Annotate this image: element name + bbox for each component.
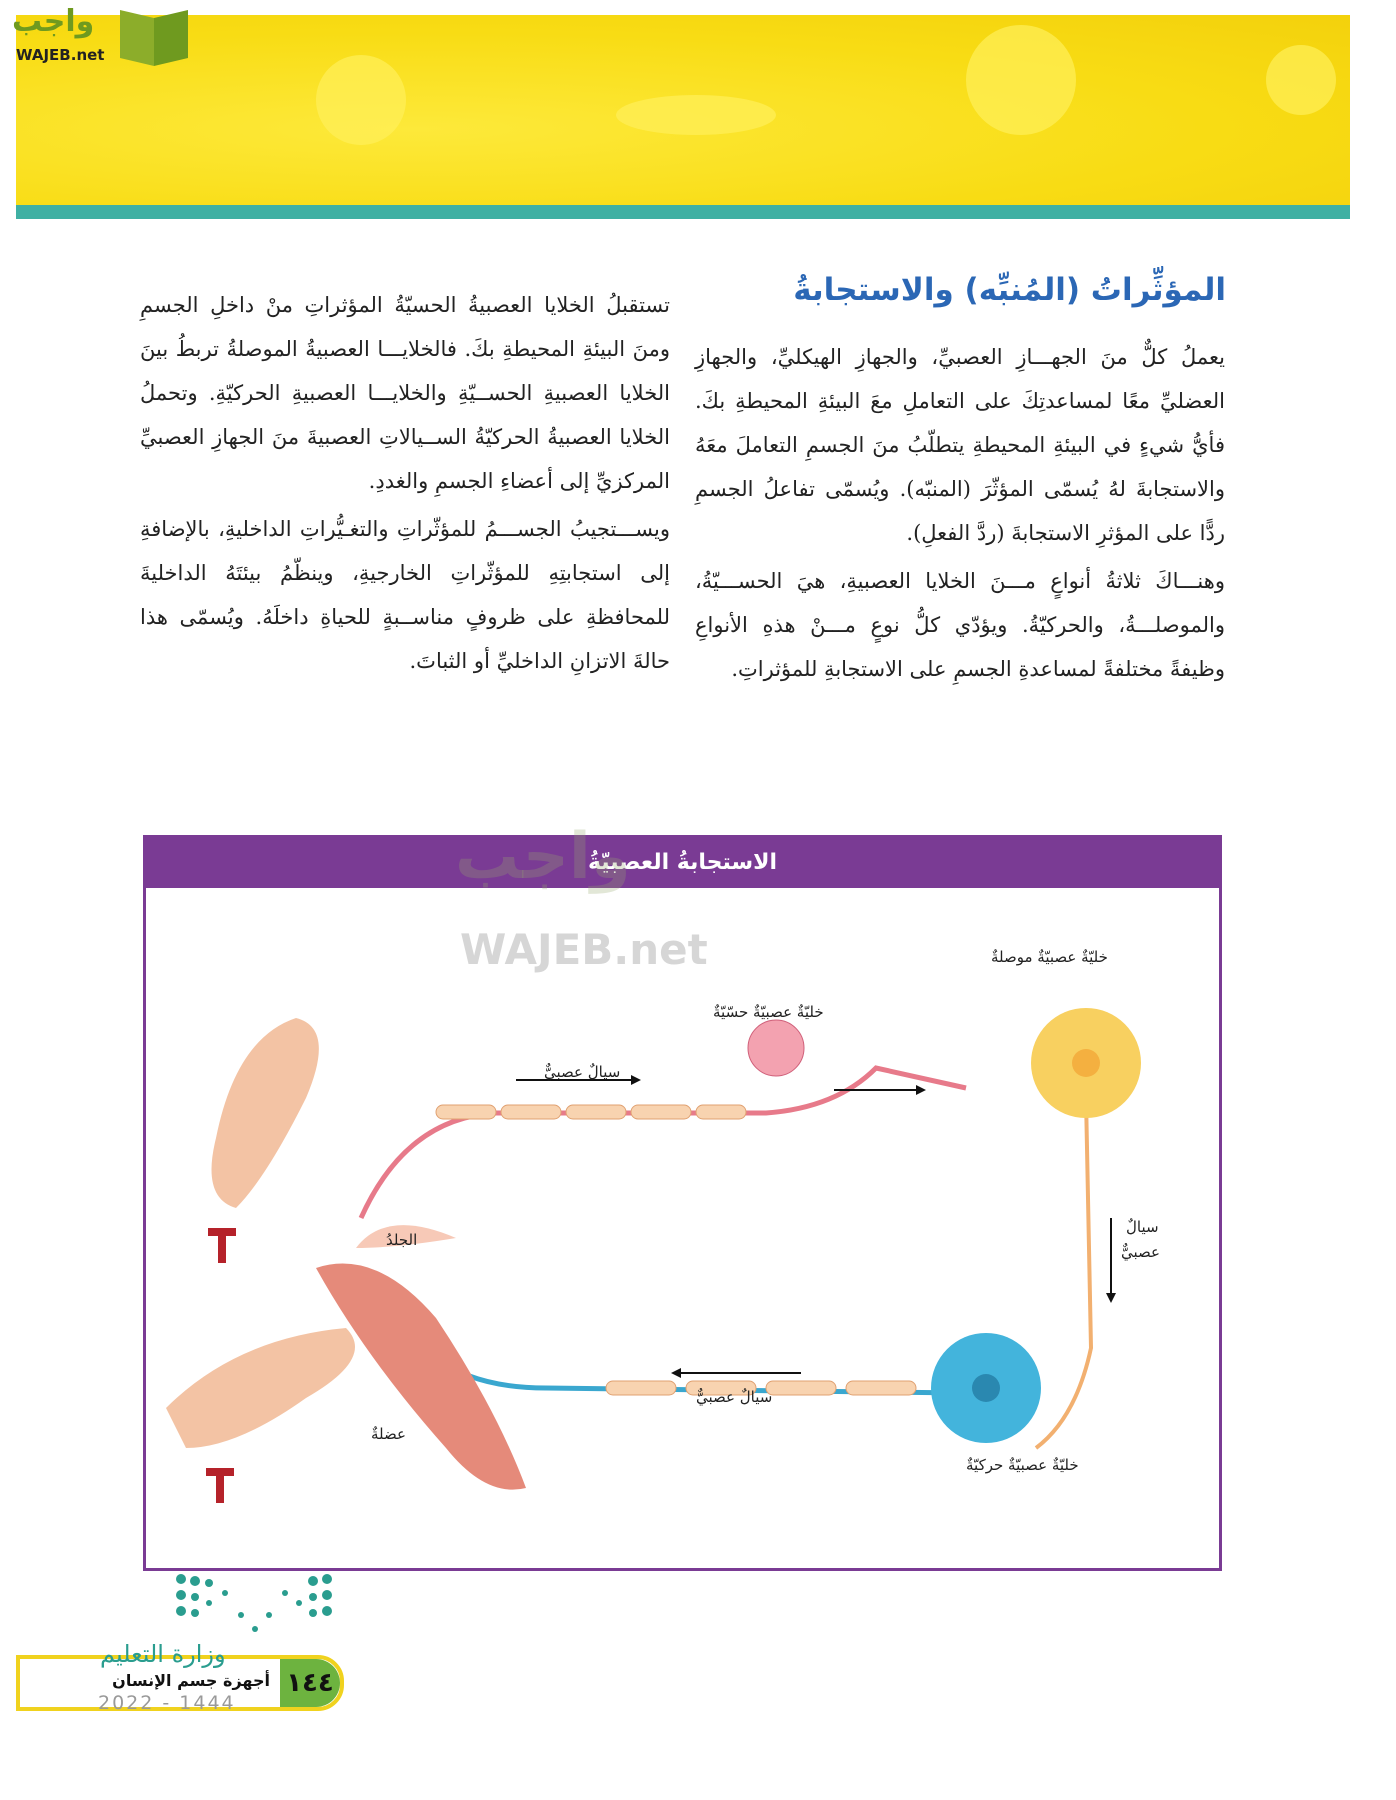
left-column	[140, 283, 670, 683]
logo-arabic: واجب	[12, 4, 95, 39]
motor-nucleus	[972, 1374, 1000, 1402]
label-interneuron: خليّةٌ عصبيّةٌ موصلةٌ	[991, 948, 1108, 966]
banner-stripe	[16, 205, 1350, 219]
ministry-name: وزارة التعليم	[100, 1640, 226, 1668]
muscle	[316, 1264, 526, 1490]
finger-top	[208, 1018, 319, 1263]
label-muscle: عضلةٌ	[371, 1425, 406, 1443]
logo-latin: WAJEB.net	[16, 46, 105, 64]
right-column	[695, 335, 1225, 691]
paragraph: وهنـــاكَ ثلاثةُ أنواعٍ مـــنَ الخلايا العصبيةِ، هيَ الحســـيّةُ، والموصلـــةُ، والحركيّةُ. ويؤدّي كلُّ نوعٍ مـــنْ هذهِ الأنواعِ وظيفةً مختلفةً لمساعدةِ الجسمِ على الاستجابةِ للمؤثراتِ.	[695, 569, 1225, 681]
chapter-title: أجهزة جسم الإنسان	[112, 1671, 270, 1690]
header-banner	[16, 15, 1350, 205]
edition-year: 2022 - 1444	[98, 1692, 236, 1714]
figure-title: الاستجابةُ العصبيّةُ	[146, 838, 1219, 888]
paragraph: ويســـتجيبُ الجســـمُ للمؤثّراتِ والتغـيُّراتِ الداخليةِ، بالإضافةِ إلى استجابتِهِ للمؤثّراتِ الخارجيةِ، وينظّمُ بيئتَهُ الداخليةَ للمحافظةِ على ظروفٍ مناســبةٍ للحياةِ داخلَهُ. ويُسمّى هذا حالةَ الاتزانِ الداخليِّ أو الثباتَ.	[140, 517, 670, 673]
arrow-right	[834, 1085, 926, 1095]
label-impulse-side-2: عصبيٌّ	[1121, 1243, 1160, 1261]
ministry-logo-dots	[175, 1573, 335, 1633]
label-impulse-bottom: سيالٌ عصبيٌّ	[696, 1388, 773, 1406]
label-sensory-neuron: خليّةٌ عصبيّةٌ حسّيّةٌ	[713, 1003, 824, 1021]
interneuron-axon	[1036, 1098, 1091, 1448]
myelin-top	[436, 1105, 746, 1119]
sensory-cell-body	[748, 1020, 804, 1076]
interneuron-nucleus	[1072, 1049, 1100, 1077]
arrow-left	[671, 1368, 801, 1378]
watermark-latin: WAJEB.net	[460, 925, 708, 974]
paragraph: تستقبلُ الخلايا العصبيةُ الحسيّةُ المؤثراتِ منْ داخلِ الجسمِ ومنَ البيئةِ المحيطةِ بكَ. فالخلايـــا العصبيةُ الموصلةُ تربطُ بينَ الخلايا العصبيةِ الحســيّةِ والخلايـــا العصبيةِ الحركيّةِ. وتحملُ الخلايا العصبيةُ الحركيّةُ الســيالاتِ العصبيةَ منَ الجهازِ العصبيِّ المركزيِّ إلى أعضاءِ الجسمِ والغددِ.	[140, 293, 670, 493]
label-impulse-top: سيالٌ عصبيٌّ	[544, 1063, 621, 1081]
label-impulse-side-1: سيالٌ	[1126, 1218, 1159, 1236]
paragraph: يعملُ كلٌّ منَ الجهـــازِ العصبيِّ، والجهازِ الهيكليِّ، والجهازِ العضليِّ معًا لمساعدتِكَ على التعاملِ معَ البيئةِ المحيطةِ بكَ. فأيُّ شيءٍ في البيئةِ المحيطةِ يتطلّبُ منَ الجسمِ التعاملَ معَهُ والاستجابةَ لهُ يُسمّى المؤثّرَ (المنبّه). ويُسمّى تفاعلُ الجسمِ ردًّا على المؤثرِ الاستجابةَ (ردَّ الفعلِ).	[695, 345, 1225, 545]
section-heading: المؤثِّراتُ (المُنبِّه) والاستجابةُ	[793, 272, 1226, 308]
label-skin: الجلدُ	[386, 1231, 418, 1249]
book-icon	[116, 8, 192, 66]
label-motor-neuron: خليّةٌ عصبيّةٌ حركيّةٌ	[966, 1456, 1079, 1474]
arrow-down	[1106, 1218, 1116, 1303]
wajeb-logo	[8, 4, 188, 68]
watermark-arabic: واجب	[455, 820, 631, 894]
page-number: ١٤٤	[280, 1659, 340, 1707]
finger-bottom	[166, 1328, 355, 1503]
